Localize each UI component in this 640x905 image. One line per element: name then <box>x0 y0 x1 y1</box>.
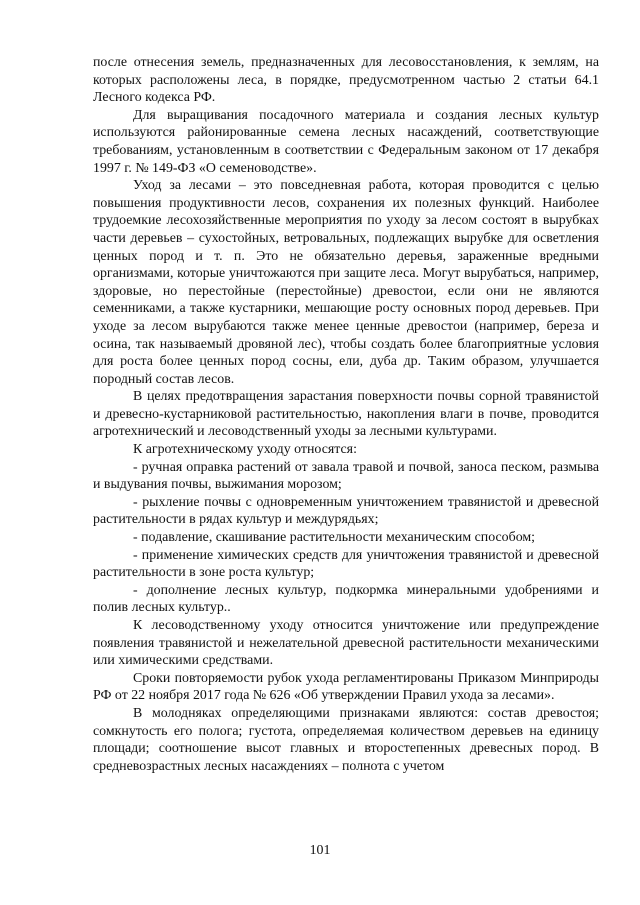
paragraph-2: Для выращивания посадочного материала и создания лесных культур используются районированные семена лесных насаждений, соответствующие требованиям, установленным в соответствии с Федеральным законом от 17 декабря 1997 г. № 149-ФЗ «О семеноводстве». <box>93 107 599 176</box>
list-item-3: - подавление, скашивание растительности механическим способом; <box>133 530 536 546</box>
page-number: 101 <box>309 843 331 858</box>
paragraph-3: Уход за лесами – это повседневная работа, которая проводится с целью повышения продуктивности лесов, сохранения их полезных функций. Наиболее трудоемкие лесохозяйственные мероприятия по уходу за лесом состоят в вырубках части деревьев – сухостойных, ветровальных, подлежащих вырубке для осветления ценных пород и т. п. Это не обязательно деревья, зараженные вредными организмами, которые уничтожаются при защите леса. Могут вырубаться, например, здоровые, но перестойные (перестойные) древостои, если они не являются семенниками, а также кустарники, мешающие росту основных пород деревьев. При уходе за лесом вырубаются также менее ценные древостои (например, береза и осина, так называемый дровяной лес), чтобы создать более благоприятные условия для роста более ценных пород сосны, ели, дуба др. Таким образом, улучшается породный состав лесов. <box>93 178 599 387</box>
list-item-2: - рыхление почвы с одновременным уничтожением травянистой и древесной растительности в рядах культур и междурядьях; <box>93 494 599 528</box>
document-body <box>93 54 599 775</box>
paragraph-8: В молодняках определяющими признаками являются: состав древостоя; сомкнутость его полога; густота, определяемая количеством деревьев на единицу площади; соотношение высот главных и второстепенных древесных пород. В средневозрастных лесных насаждениях – полнота с учетом <box>93 705 599 774</box>
list-item-1: - ручная оправка растений от завала травой и почвой, заноса песком, размыва и выдувания почвы, выжимания морозом; <box>93 459 599 493</box>
list-item-5: - дополнение лесных культур, подкормка минеральными удобрениями и полив лесных культур.. <box>93 582 599 616</box>
paragraph-5: К агротехническому уходу относятся: <box>133 442 357 458</box>
list-item-4: - применение химических средств для уничтожения травянистой и древесной растительности в зоне роста культур; <box>93 547 599 581</box>
paragraph-6: К лесоводственному уходу относится уничтожение или предупреждение появления травянистой и нежелательной древесной растительности механическими или химическими средствами. <box>93 618 599 669</box>
paragraph-4: В целях предотвращения зарастания поверхности почвы сорной травянистой и древесно-кустарниковой растительностью, накопления влаги в почве, проводится агротехнический и лесоводственный уходы за лесными культурами. <box>93 389 599 440</box>
paragraph-7: Сроки повторяемости рубок ухода регламентированы Приказом Минприроды РФ от 22 ноября 2017 года № 626 «Об утверждении Правил ухода за лесами». <box>93 670 599 704</box>
paragraph-1: после отнесения земель, предназначенных для лесовосстановления, к землям, на которых расположены леса, в порядке, предусмотренном частью 2 статьи 64.1 Лесного кодекса РФ. <box>93 55 599 106</box>
